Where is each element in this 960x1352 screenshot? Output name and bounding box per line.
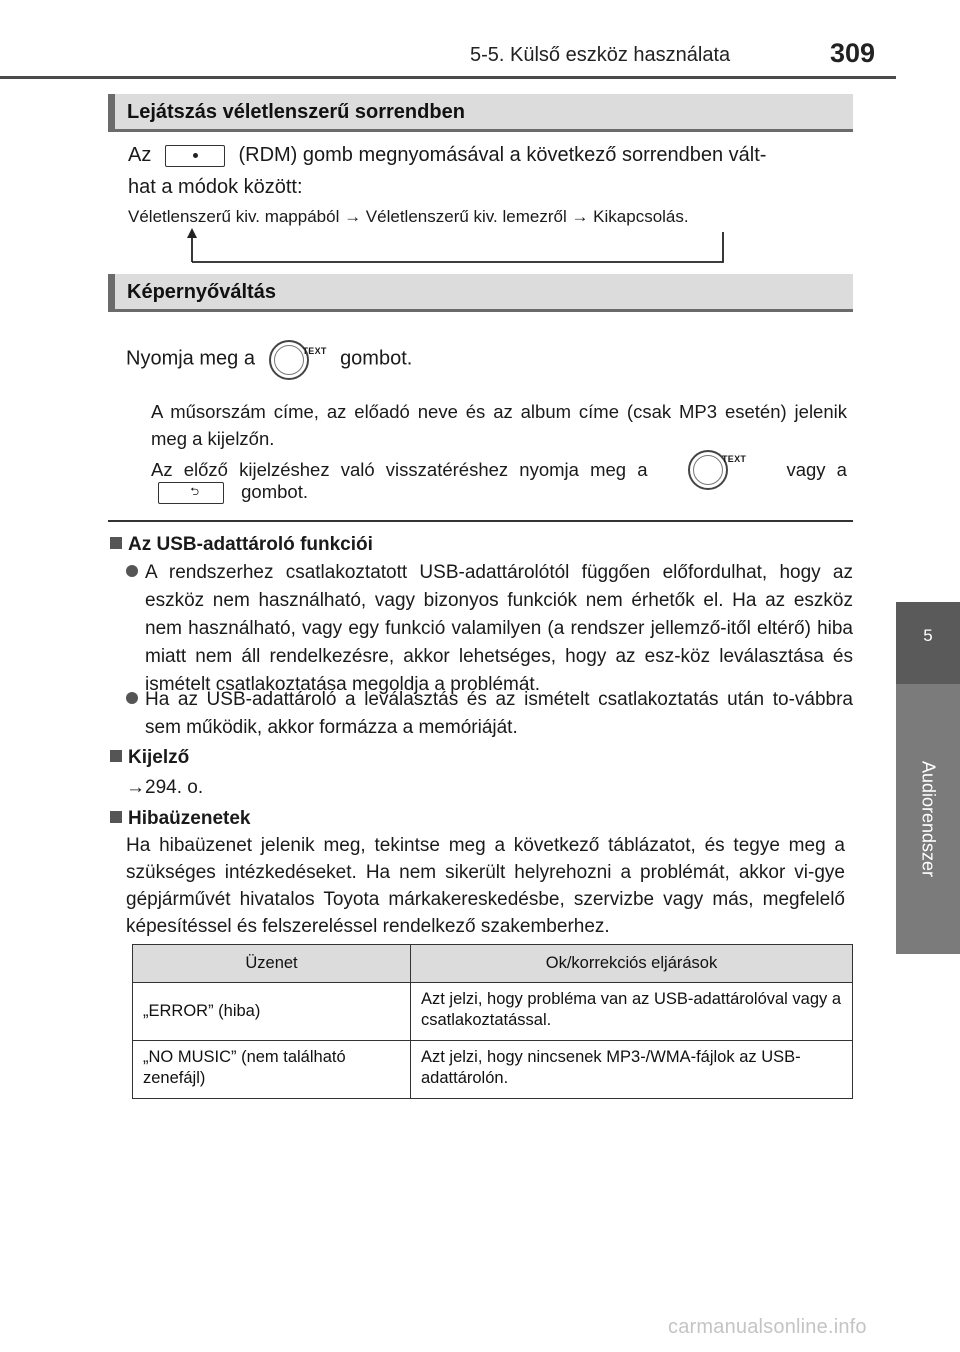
table-row <box>133 1041 853 1099</box>
screen-note-1: A műsorszám címe, az előadó neve és az album címe (csak MP3 esetén) jelenik meg a kijelzőn. <box>151 401 847 449</box>
page-number: 309 <box>830 38 876 68</box>
round-bullet-icon <box>126 559 142 587</box>
screen-note-2-end: gombot. <box>241 481 308 502</box>
screen-press-line <box>126 336 412 382</box>
table-row <box>133 983 853 1041</box>
screen-press-start: Nyomja meg a <box>126 347 255 370</box>
errors-heading-text: Hibaüzenetek <box>128 808 251 829</box>
screen-note-2-line2 <box>158 478 308 505</box>
random-intro <box>128 140 853 170</box>
random-intro-start: Az <box>128 144 152 166</box>
running-header-title: 5-5. Külső eszköz használata <box>470 44 731 66</box>
section-divider <box>108 520 853 522</box>
section-title-random: Lejátszás véletlenszerű sorrendben <box>108 94 853 132</box>
table-cell-action: Azt jelzi, hogy probléma van az USB-adattárolóval vagy a csatlakoztatással. <box>411 983 853 1041</box>
knob-tag-2: TEXT <box>721 454 747 464</box>
chapter-tab-label: Audiorendszer <box>918 760 939 878</box>
round-bullet-icon-2 <box>126 686 142 714</box>
error-message-table <box>132 944 853 1099</box>
text-knob-icon <box>267 336 329 382</box>
header-rule <box>0 76 896 79</box>
table-header-row <box>133 945 853 983</box>
random-sequence: Véletlenszerű kiv. mappából → Véletlenszerű kiv. lemezről → Kikapcsolás. <box>128 207 689 226</box>
section-title-screen: Képernyőváltás <box>108 274 853 312</box>
screen-note-2-start: Az előző kijelzéshez való visszatéréshez nyomja meg a <box>151 458 648 480</box>
table-cell-action: Azt jelzi, hogy nincsenek MP3-/WMA-fájlok az USB-adattárolón. <box>411 1041 853 1099</box>
back-glyph: ⮌ <box>190 486 199 499</box>
usb-bullet-2: Ha az USB-adattároló a leválasztás és az ismételt csatlakoztatás után to-vábbra sem működik, akkor formázza a memóriáját. <box>145 689 853 738</box>
rdm-button-icon <box>165 145 225 167</box>
chapter-tab <box>896 684 960 954</box>
usb-heading <box>110 530 373 560</box>
chapter-tab-number: 5 <box>896 602 960 684</box>
errors-heading <box>110 804 250 834</box>
table-cell-message: „ERROR” (hiba) <box>133 983 411 1041</box>
display-reference: →294. o. <box>126 777 204 798</box>
random-intro-end: (RDM) gomb megnyomásával a következő sorrendben vált- <box>238 144 767 166</box>
text-knob-icon-2 <box>686 446 748 492</box>
table-header-message: Üzenet <box>133 945 411 983</box>
display-heading-text: Kijelző <box>128 747 190 768</box>
knob-tag: TEXT <box>302 346 327 356</box>
loop-arrow-icon <box>180 228 740 268</box>
screen-note-2-mid: vagy a <box>786 458 847 480</box>
display-heading <box>110 743 189 773</box>
table-header-action: Ok/korrekciós eljárások <box>411 945 853 983</box>
square-bullet-icon-2 <box>110 750 122 762</box>
square-bullet-icon <box>110 537 122 549</box>
square-bullet-icon-3 <box>110 811 122 823</box>
back-button-icon <box>158 482 224 504</box>
errors-intro: Ha hibaüzenet jelenik meg, tekintse meg a következő táblázatot, és tegye meg a szükséges intézkedéseket. Ha nem sikerült helyrehozni a problémát, akkor vi-gye gépjárművét hivatalos Toyota márkakereskedésbe, szervizbe vagy más, megfelelő képesítéssel és felszereléssel rendelkező szakemberhez. <box>126 835 845 937</box>
screen-press-end: gombot. <box>340 347 413 370</box>
usb-bullet-1: A rendszerhez csatlakoztatott USB-adattárolótól függően előfordulhat, hogy az eszköz nem használható, vagy bizonyos funkciók nem érhetők el. Ha az eszköz nem használható, vagy egy funkció valamilyen (a rendszer jellemző-itől eltérő) hiba miatt nem áll rendelkezésre, akkor lehetséges, hogy az esz-köz leválasztása és ismételt csatlakoztatása megoldja a problémát. <box>145 562 853 695</box>
watermark: carmanualsonline.info <box>668 1316 867 1338</box>
random-intro-line2: hat a módok között: <box>128 176 303 198</box>
table-cell-message: „NO MUSIC” (nem található zenefájl) <box>133 1041 411 1099</box>
usb-heading-text: Az USB-adattároló funkciói <box>128 534 373 555</box>
